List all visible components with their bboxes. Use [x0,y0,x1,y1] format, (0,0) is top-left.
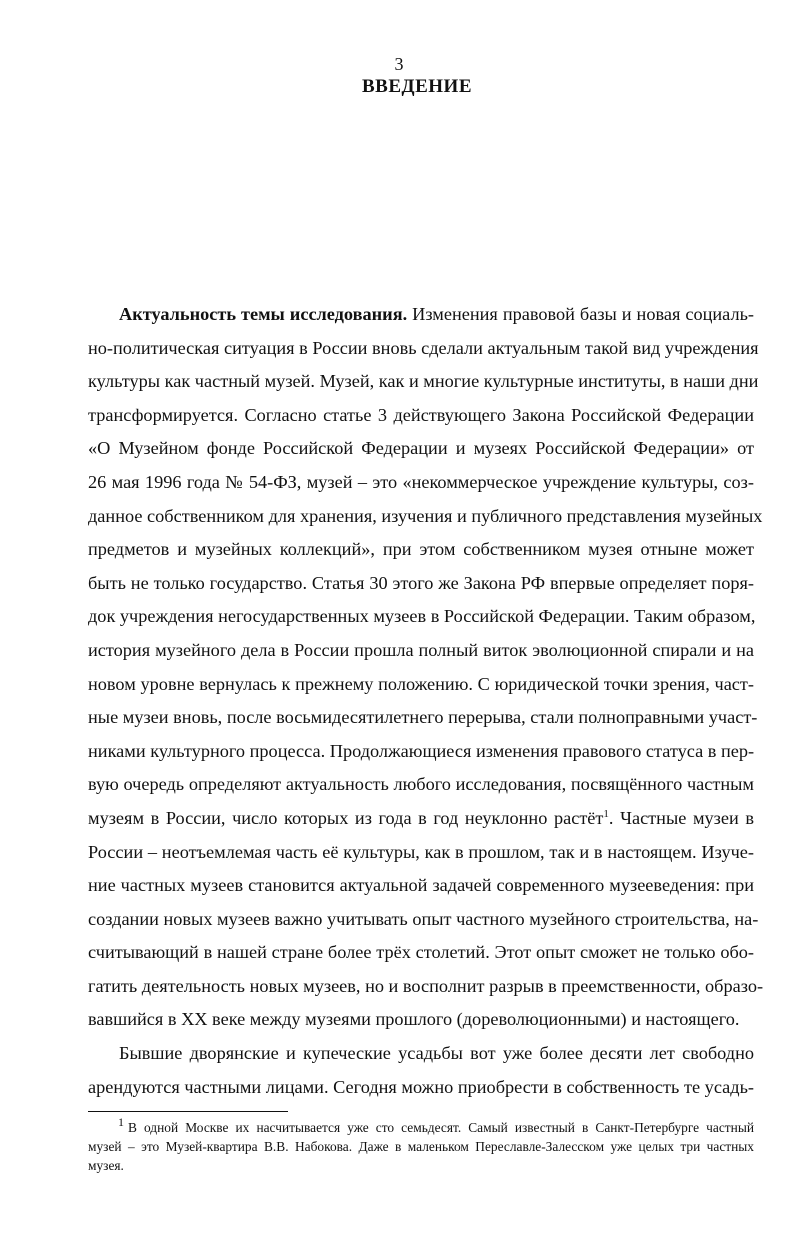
footnote-line-text-after: . Частные музеи в [608,807,754,828]
paragraph-1-line: но-политическая ситуация в России вновь сделали актуальным такой вид учреждения [88,337,759,358]
page-number: 3 [394,54,404,74]
paragraph-1-line: предметов и музейных коллекций», при этом собственником музея отныне может [88,539,754,560]
footnote-line: музей – это Музей-квартира В.В. Набокова. Даже в маленьком Переславле-Залесском уже целых три частных [88,1139,754,1154]
paragraph-1-line: 26 мая 1996 года № 54-ФЗ, музей – это «некоммерческое учреждение культуры, соз- [88,471,754,492]
paragraph-1-line: ные музеи вновь, после восьмидесятилетнего перерыва, стали полноправными участ- [88,707,758,728]
paragraph-1-line: док учреждения негосударственных музеев в Российской Федерации. Таким образом, [88,606,756,627]
paragraph-1-line: гатить деятельность новых музеев, но и восполнит разрыв в преемственности, образо- [88,975,764,996]
paragraph-1-line-1-text: Изменения правовой базы и новая социаль- [407,304,754,324]
footnote-line: музея. [88,1158,124,1173]
paragraph-2-line: арендуются частными лицами. Сегодня можно приобрести в собственность те усадь- [88,1076,754,1097]
paragraph-1-line: история музейного дела в России прошла полный виток эволюционной спирали и на [88,639,754,660]
paragraph-1-line: никами культурного процесса. Продолжающиеся изменения правового статуса в пер- [88,740,755,761]
paragraph-1-line: новом уровне вернулась к прежнему положению. С юридической точки зрения, част- [88,673,754,694]
paragraph-1-line: «О Музейном фонде Российской Федерации и музеях Российской Федерации» от [88,438,754,459]
footnote-line-text: В одной Москве их насчитывается уже сто семьдесят. Самый известный в Санкт-Петербурге частный [128,1120,754,1135]
footnote-line-text: музеям в России, число которых из года в год неуклонно растёт [88,807,604,828]
footnote-mark: 1 [118,1115,124,1129]
main-text [88,298,764,1104]
paragraph-1-line: данное собственником для хранения, изучения и публичного представления музейных [88,505,763,526]
section-heading: Актуальность темы исследования. [119,304,408,324]
paragraph-1-line: культуры как частный музей. Музей, как и многие культурные институты, в наши дни [88,371,759,392]
paragraph-1-line: создании новых музеев важно учитывать опыт частного музейного строительства, на- [88,908,759,929]
footnote [88,1115,754,1175]
paragraph-1-line: трансформируется. Согласно статье 3 действующего Закона Российской Федерации [88,404,754,425]
paragraph-2-line: Бывшие дворянские и купеческие усадьбы вот уже более десяти лет свободно [119,1043,754,1064]
footnote-line [88,1115,754,1137]
paragraph-1-line: считывающий в нашей стране более трёх столетий. Этот опыт сможет не только обо- [88,942,754,963]
footnote-divider [88,1111,288,1112]
paragraph-1-line: быть не только государство. Статья 30 этого же Закона РФ впервые определяет поря- [88,572,754,593]
footnote-reference[interactable]: 1 [603,807,609,820]
paragraph-1-line: вавшийся в XX веке между музеями прошлого (дореволюционными) и настоящего. [88,1009,740,1030]
page-title: ВВЕДЕНИЕ [362,76,472,97]
paragraph-1-line: ние частных музеев становится актуальной задачей современного музееведения: при [88,875,754,896]
paragraph-1-line-1 [88,298,754,332]
paragraph-1-line: вую очередь определяют актуальность любого исследования, посвящённого частным [88,774,754,795]
paragraph-1-footnote-line [88,802,754,836]
paragraph-1-line: России – неотъемлемая часть её культуры, как в прошлом, так и в настоящем. Изуче- [88,841,754,862]
